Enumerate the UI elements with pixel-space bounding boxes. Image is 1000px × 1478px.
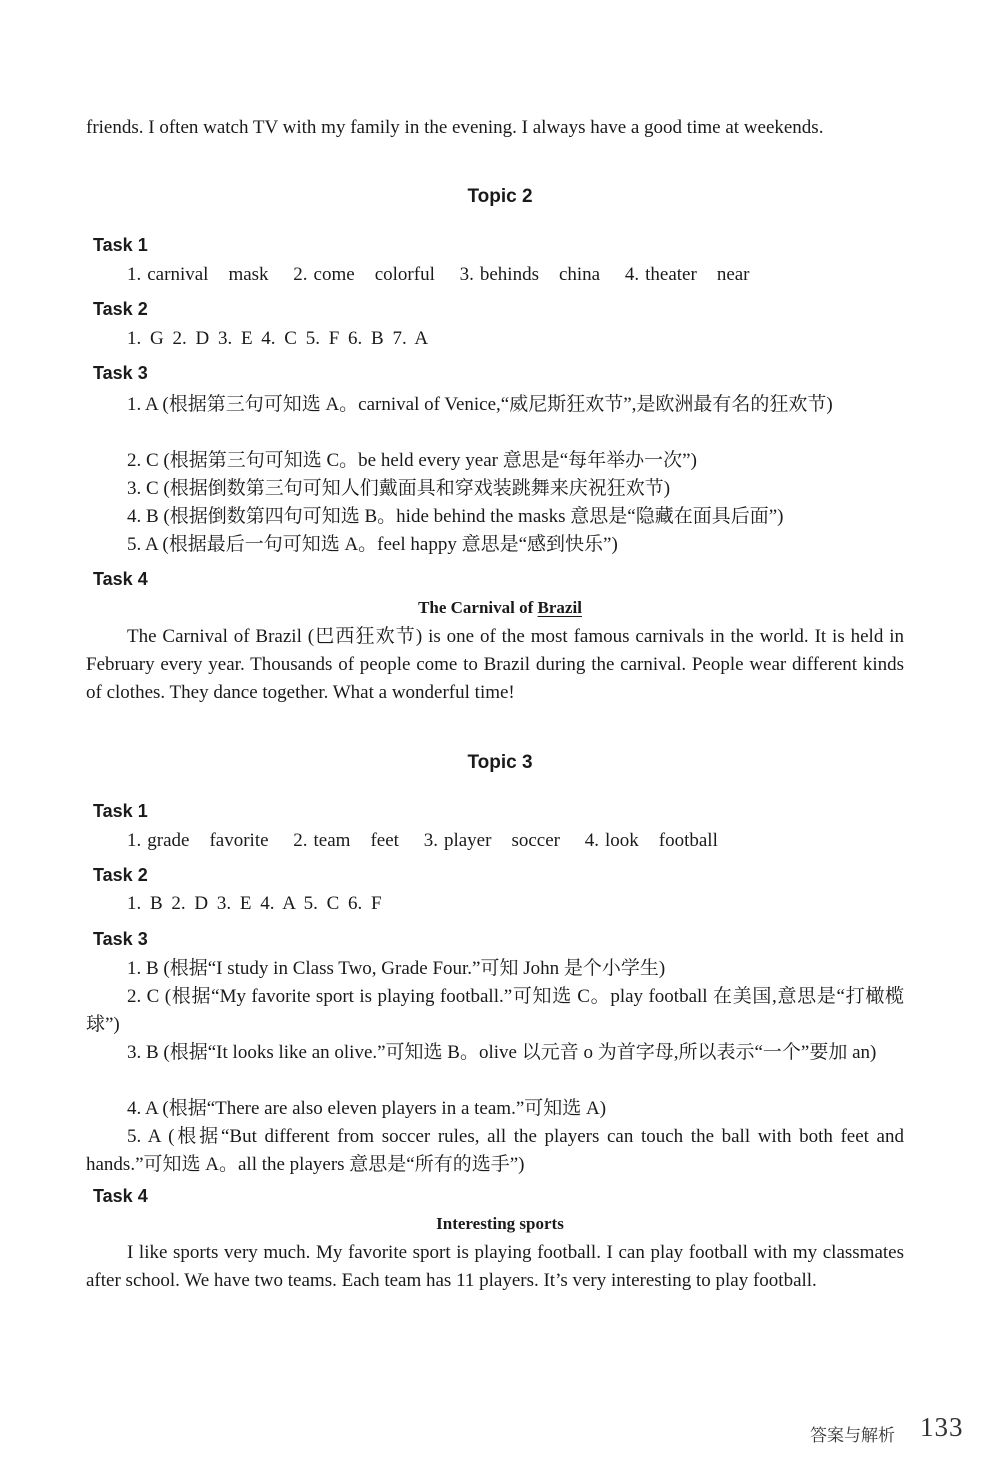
topic3-task3-item: 5. A (根据“But different from soccer rules, all the players can touch the ball with both feet and hands.”可知选 A。all the players 意思是“所有的选手”) <box>86 1126 904 1175</box>
answer-word: colorful <box>374 264 435 285</box>
topic2-essay-text: The Carnival of Brazil (巴西狂欢节) is one of the most famous carnivals in the world. It is held in February every year. Thousands of people come to Brazil during the carnival. People wear different kinds of clothes. They dance together. What a wonderful time! <box>86 626 904 703</box>
answer-word: china <box>558 264 601 285</box>
title-underlined-word: Brazil <box>537 598 582 617</box>
topic3-task4-label: Task 4 <box>93 1186 148 1206</box>
topic3-task3-item: 4. A (根据“There are also eleven players in a team.”可知选 A) <box>127 1098 607 1119</box>
topic2-essay-title: The Carnival of Brazil <box>418 598 582 617</box>
page-footer <box>810 1412 980 1458</box>
answer-word: team <box>313 830 351 851</box>
page-number: 133 <box>920 1412 964 1442</box>
answer-word: carnival <box>147 264 209 285</box>
answer-word: theater <box>645 264 697 285</box>
answer-word: behinds <box>479 264 539 285</box>
answer-word: mask <box>228 264 269 285</box>
answer-word: near <box>716 264 750 285</box>
topic3-task1-answers: 1. grade favorite 2. team feet 3. player soccer 4. look football <box>127 830 718 851</box>
topic2-task2-label: Task 2 <box>93 299 148 319</box>
answer-word: feet <box>370 830 399 851</box>
topic3-task3-label: Task 3 <box>93 929 148 949</box>
topic2-heading: Topic 2 <box>467 186 533 207</box>
topic3-task2-answers: 1. B 2. D 3. E 4. A 5. C 6. F <box>127 893 382 914</box>
topic3-heading: Topic 3 <box>467 752 533 773</box>
topic2-task3-item: 3. C (根据倒数第三句可知人们戴面具和穿戏装跳舞来庆祝狂欢节) <box>127 478 671 499</box>
topic3-task1-label: Task 1 <box>93 801 148 821</box>
topic2-task2-answers: 1. G 2. D 3. E 4. C 5. F 6. B 7. A <box>127 328 429 349</box>
topic2-task4-label: Task 4 <box>93 569 148 589</box>
topic2-task3-item: 2. C (根据第三句可知选 C。be held every year 意思是“每年举办一次”) <box>127 450 697 471</box>
answer-word: player <box>443 830 492 851</box>
topic3-task2-label: Task 2 <box>93 865 148 885</box>
topic3-essay-text: I like sports very much. My favorite sport is playing football. I can play football with my classmates after school. We have two teams. Each team has 11 players. It’s very interesting to play football. <box>86 1242 904 1291</box>
topic3-task3-item: 1. B (根据“I study in Class Two, Grade Four.”可知 John 是个小学生) <box>127 958 666 979</box>
answer-word: football <box>658 830 718 851</box>
topic2-task3-item: 5. A (根据最后一句可知选 A。feel happy 意思是“感到快乐”) <box>127 534 618 555</box>
answer-word: grade <box>147 830 190 851</box>
intro-paragraph: friends. I often watch TV with my family in the evening. I always have a good time at weekends. <box>86 117 824 138</box>
topic2-task1-answers: 1. carnival mask 2. come colorful 3. behinds china 4. theater near <box>127 264 750 285</box>
answer-word: favorite <box>209 830 269 851</box>
footer-label: 答案与解析 <box>810 1426 895 1445</box>
topic2-task3-item: 1. A (根据第三句可知选 A。carnival of Venice,“威尼斯狂欢节”,是欧洲最有名的狂欢节) <box>127 394 833 415</box>
topic3-task3-item: 3. B (根据“It looks like an olive.”可知选 B。olive 以元音 o 为首字母,所以表示“一个”要加 an) <box>127 1042 877 1063</box>
answer-word: come <box>313 264 355 285</box>
topic3-task3-item: 2. C (根据“My favorite sport is playing football.”可知选 C。play football 在美国,意思是“打橄榄球”) <box>86 986 904 1035</box>
answer-word: soccer <box>511 830 560 851</box>
topic2-task1-label: Task 1 <box>93 235 148 255</box>
answer-word: look <box>604 830 639 851</box>
topic2-task3-label: Task 3 <box>93 363 148 383</box>
topic2-task3-item: 4. B (根据倒数第四句可知选 B。hide behind the masks 意思是“隐藏在面具后面”) <box>127 506 784 527</box>
topic3-essay-title: Interesting sports <box>436 1214 564 1233</box>
